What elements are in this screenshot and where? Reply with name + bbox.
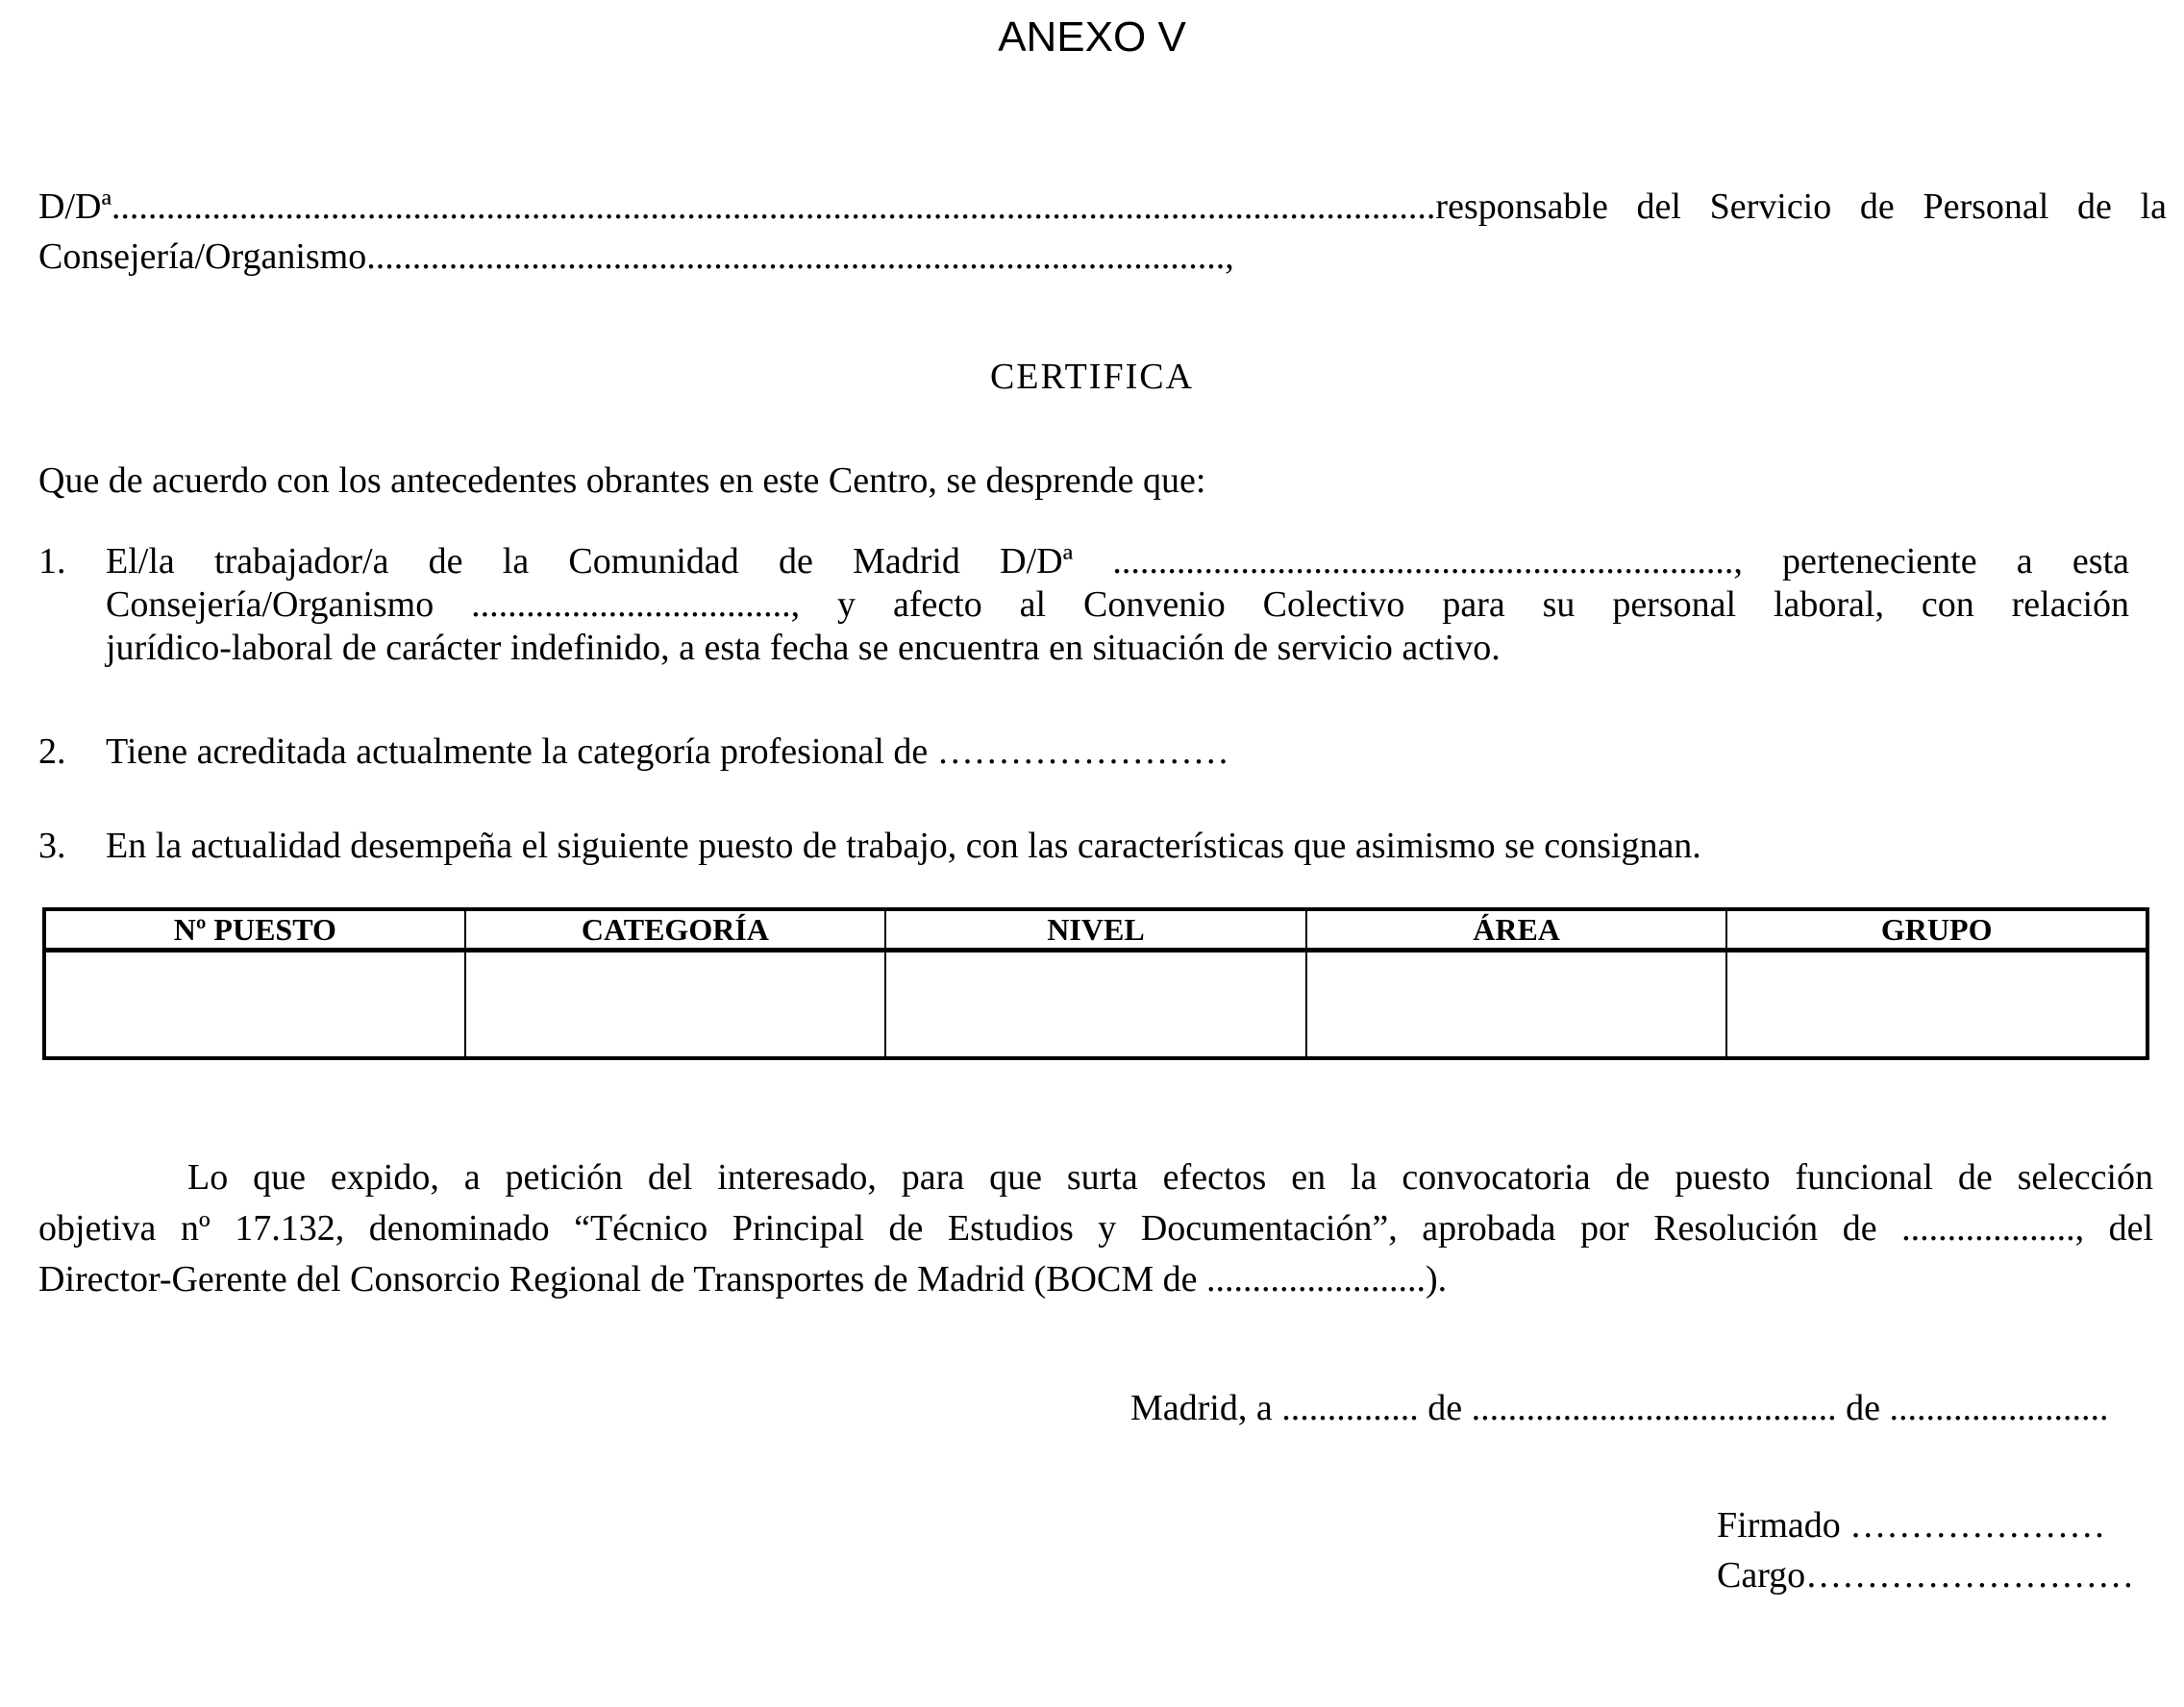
- col-header-puesto: Nº PUESTO: [44, 909, 465, 951]
- lead-paragraph: Que de acuerdo con los antecedentes obrantes en este Centro, se desprende que:: [38, 460, 1206, 501]
- cell-puesto: [44, 951, 465, 1059]
- positions-table: [42, 907, 2149, 1060]
- item-1-line-2: Consejería/Organismo ..................................., y afecto al Convenio Colectivo para su personal laboral, con relación: [106, 584, 2129, 625]
- intro-line-responsable: D/Dª.................................................................................................................................................responsable del Servicio de Personal de la: [38, 186, 2167, 227]
- closing-line-3: Director-Gerente del Consorcio Regional de Transportes de Madrid (BOCM de ........................).: [38, 1259, 1448, 1299]
- item-2-number: 2.: [38, 731, 66, 772]
- list-item-3: [38, 825, 2129, 868]
- certifica-heading: CERTIFICA: [989, 357, 1195, 397]
- cell-grupo: [1726, 951, 2147, 1059]
- cell-nivel: [885, 951, 1306, 1059]
- item-1-number: 1.: [38, 541, 66, 581]
- col-header-nivel: NIVEL: [885, 909, 1306, 951]
- item-1-text: [106, 540, 2129, 670]
- item-3-line-1: En la actualidad desempeña el siguiente puesto de trabajo, con las características que asimismo se consignan.: [106, 826, 1701, 866]
- document-title: ANEXO V: [998, 13, 1186, 61]
- signature-firmado-line: Firmado …………………: [1717, 1505, 2106, 1546]
- col-header-categoria: CATEGORÍA: [465, 909, 886, 951]
- item-1-line-3: jurídico-laboral de carácter indefinido, a esta fecha se encuentra en situación de servicio activo.: [106, 628, 1501, 668]
- list-item-2: [38, 730, 2129, 774]
- table-row: [44, 951, 2147, 1059]
- list-item-1: [38, 540, 2129, 670]
- closing-paragraph: [38, 1152, 2153, 1305]
- intro-line-consejeria: Consejería/Organismo..............................................................................................,: [38, 236, 1234, 277]
- dateline: Madrid, a ............... de ........................................ de ........................: [1130, 1388, 2109, 1428]
- item-3-text: [106, 825, 2129, 868]
- item-1-line-1: El/la trabajador/a de la Comunidad de Madrid D/Dª ...................................................................., perteneciente a esta: [106, 541, 2129, 581]
- item-2-text: [106, 730, 2129, 774]
- table-header-row: [44, 909, 2147, 951]
- item-3-number: 3.: [38, 826, 66, 866]
- signature-cargo-line: Cargo………………………: [1717, 1555, 2135, 1596]
- cell-area: [1306, 951, 1727, 1059]
- col-header-grupo: GRUPO: [1726, 909, 2147, 951]
- closing-line-2: objetiva nº 17.132, denominado “Técnico Principal de Estudios y Documentación”, aprobada por Resolución de ..................., del: [38, 1208, 2153, 1249]
- item-2-line-1: Tiene acreditada actualmente la categoría profesional de ……………………: [106, 731, 1229, 772]
- intro-paragraph: [38, 182, 2167, 282]
- signature-block: [1717, 1500, 2134, 1600]
- closing-line-1: Lo que expido, a petición del interesado, para que surta efectos en la convocatoria de puesto funcional de selección: [187, 1157, 2153, 1198]
- col-header-area: ÁREA: [1306, 909, 1727, 951]
- cell-categoria: [465, 951, 886, 1059]
